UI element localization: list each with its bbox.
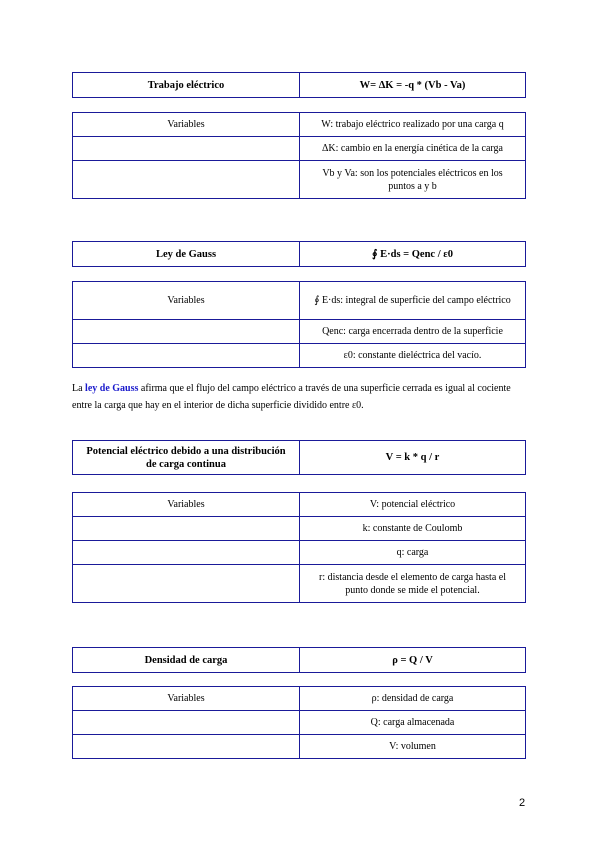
page-number: 2 xyxy=(519,797,526,809)
variable-definition: ρ: densidad de carga xyxy=(300,687,526,711)
potencial-electrico-variables-table xyxy=(72,492,526,603)
section-formula: ρ = Q / V xyxy=(300,648,526,673)
empty-cell xyxy=(73,517,300,541)
variables-label: Variables xyxy=(73,113,300,137)
ley-de-gauss-variables-table xyxy=(72,281,526,368)
variable-definition: ∮ E·ds: integral de superficie del campo eléctrico xyxy=(300,282,526,320)
variables-label: Variables xyxy=(73,493,300,517)
empty-cell xyxy=(73,137,300,161)
variable-definition: Q: carga almacenada xyxy=(300,711,526,735)
section-title: Potencial eléctrico debido a una distribución de carga continua xyxy=(73,441,300,475)
trabajo-electrico-header-table xyxy=(72,72,526,98)
section-formula: ∮ E·ds = Qenc / ε0 xyxy=(300,242,526,267)
variables-label: Variables xyxy=(73,687,300,711)
variable-definition: ΔK: cambio en la energía cinética de la carga xyxy=(300,137,526,161)
variable-definition: r: distancia desde el elemento de carga hasta el punto donde se mide el potencial. xyxy=(300,565,526,603)
variable-definition: q: carga xyxy=(300,541,526,565)
densidad-de-carga-variables-table xyxy=(72,686,526,759)
variable-definition: k: constante de Coulomb xyxy=(300,517,526,541)
trabajo-electrico-variables-table xyxy=(72,112,526,199)
variable-definition: Qenc: carga encerrada dentro de la superficie xyxy=(300,320,526,344)
empty-cell xyxy=(73,344,300,368)
section-formula: V = k * q / r xyxy=(300,441,526,475)
empty-cell xyxy=(73,565,300,603)
variable-definition: ε0: constante dieléctrica del vacío. xyxy=(300,344,526,368)
empty-cell xyxy=(73,735,300,759)
empty-cell xyxy=(73,541,300,565)
paragraph-prefix: La xyxy=(72,383,86,394)
empty-cell xyxy=(73,711,300,735)
ley-de-gauss-link[interactable]: ley de Gauss xyxy=(85,383,139,394)
variables-label: Variables xyxy=(73,282,300,320)
variable-definition: Vb y Va: son los potenciales eléctricos en los puntos a y b xyxy=(300,161,526,199)
section-formula: W= ΔK = -q * (Vb - Va) xyxy=(300,73,526,98)
variable-definition: V: volumen xyxy=(300,735,526,759)
section-title: Densidad de carga xyxy=(73,648,300,673)
section-title: Trabajo eléctrico xyxy=(73,73,300,98)
gauss-paragraph xyxy=(72,380,532,414)
densidad-de-carga-header-table xyxy=(72,647,526,673)
paragraph-text: afirma que el flujo del campo eléctrico a través de una superficie cerrada es igual al cociente entre la carga que hay en el interior de dicha superficie dividido entre ε0. xyxy=(72,383,511,411)
variable-definition: W: trabajo eléctrico realizado por una carga q xyxy=(300,113,526,137)
section-title: Ley de Gauss xyxy=(73,242,300,267)
potencial-electrico-header-table xyxy=(72,440,526,475)
variable-definition: V: potencial eléctrico xyxy=(300,493,526,517)
ley-de-gauss-header-table xyxy=(72,241,526,267)
empty-cell xyxy=(73,161,300,199)
empty-cell xyxy=(73,320,300,344)
